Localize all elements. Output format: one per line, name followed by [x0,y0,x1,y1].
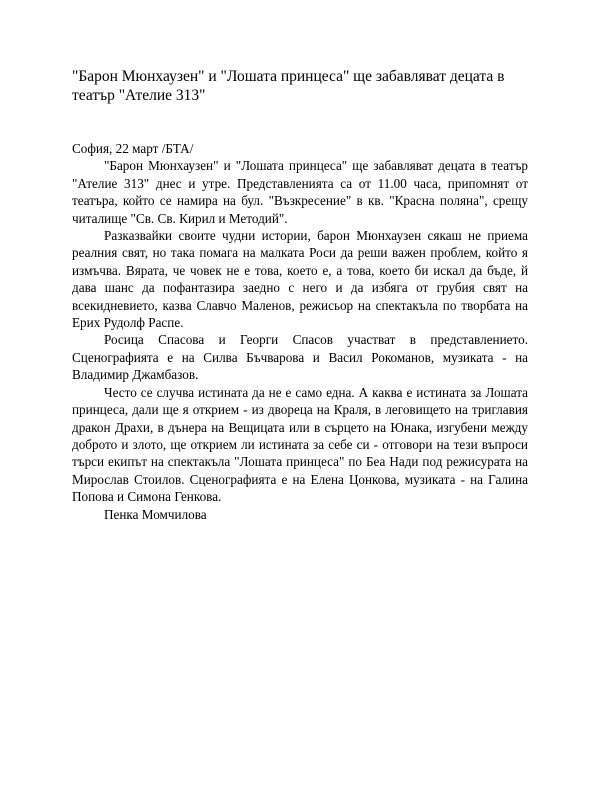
article-paragraph: "Барон Мюнхаузен" и "Лошата принцеса" ще забавляват децата в театър "Ателие 313" днес и утре. Представленията са от 11.00 часа, припомнят от театъра, който се намира на бул. "Възкресение" в кв. "Красна поляна", срещу читалище "Св. Св. Кирил и Методий". [72,158,528,226]
article-paragraph: Често се случва истината да не е само една. А каква е истината за Лошата принцеса, дали ще я открием - из двореца на Краля, в леговището на триглавия дракон Драхи, в дънера на Вещицата или в сърцето на Юнака, изгубени между доброто и злото, ще открием ли истината за себе си - отговори на тези въпроси търси екипът на спектакъла "Лошата принцеса" по Беа Нади под режисурата на Мирослав Стоилов. Сценографията е на Елена Цонкова, музиката - на Галина Попова и Симона Генкова. [72,384,528,505]
article-body [72,140,528,523]
article-author: Пенка Момчилова [104,506,207,522]
article-paragraph: Разказвайки своите чудни истории, барон Мюнхаузен сякаш не приема реалния свят, но така помага на малката Роси да реши важен проблем, който я измъчва. Вярата, че човек не е това, което е, а това, което би искал да бъде, й дава шанс да пофантазира заедно с него и да избяга от грубия свят на всекидневието, казва Славчо Маленов, режисьор на спектакъла по творбата на Ерих Рудолф Распе. [72,228,528,331]
article-title: "Барон Мюнхаузен" и "Лошата принцеса" ще забавляват децата в театър "Ателие 313" [72,68,505,104]
document-page [72,0,528,523]
article-paragraph: Росица Спасова и Георги Спасов участват в представлението. Сценографията е на Силва Бъчварова и Васил Рокоманов, музиката - на Владимир Джамбазов. [72,332,528,383]
article-dateline: София, 22 март /БТА/ [72,141,194,156]
